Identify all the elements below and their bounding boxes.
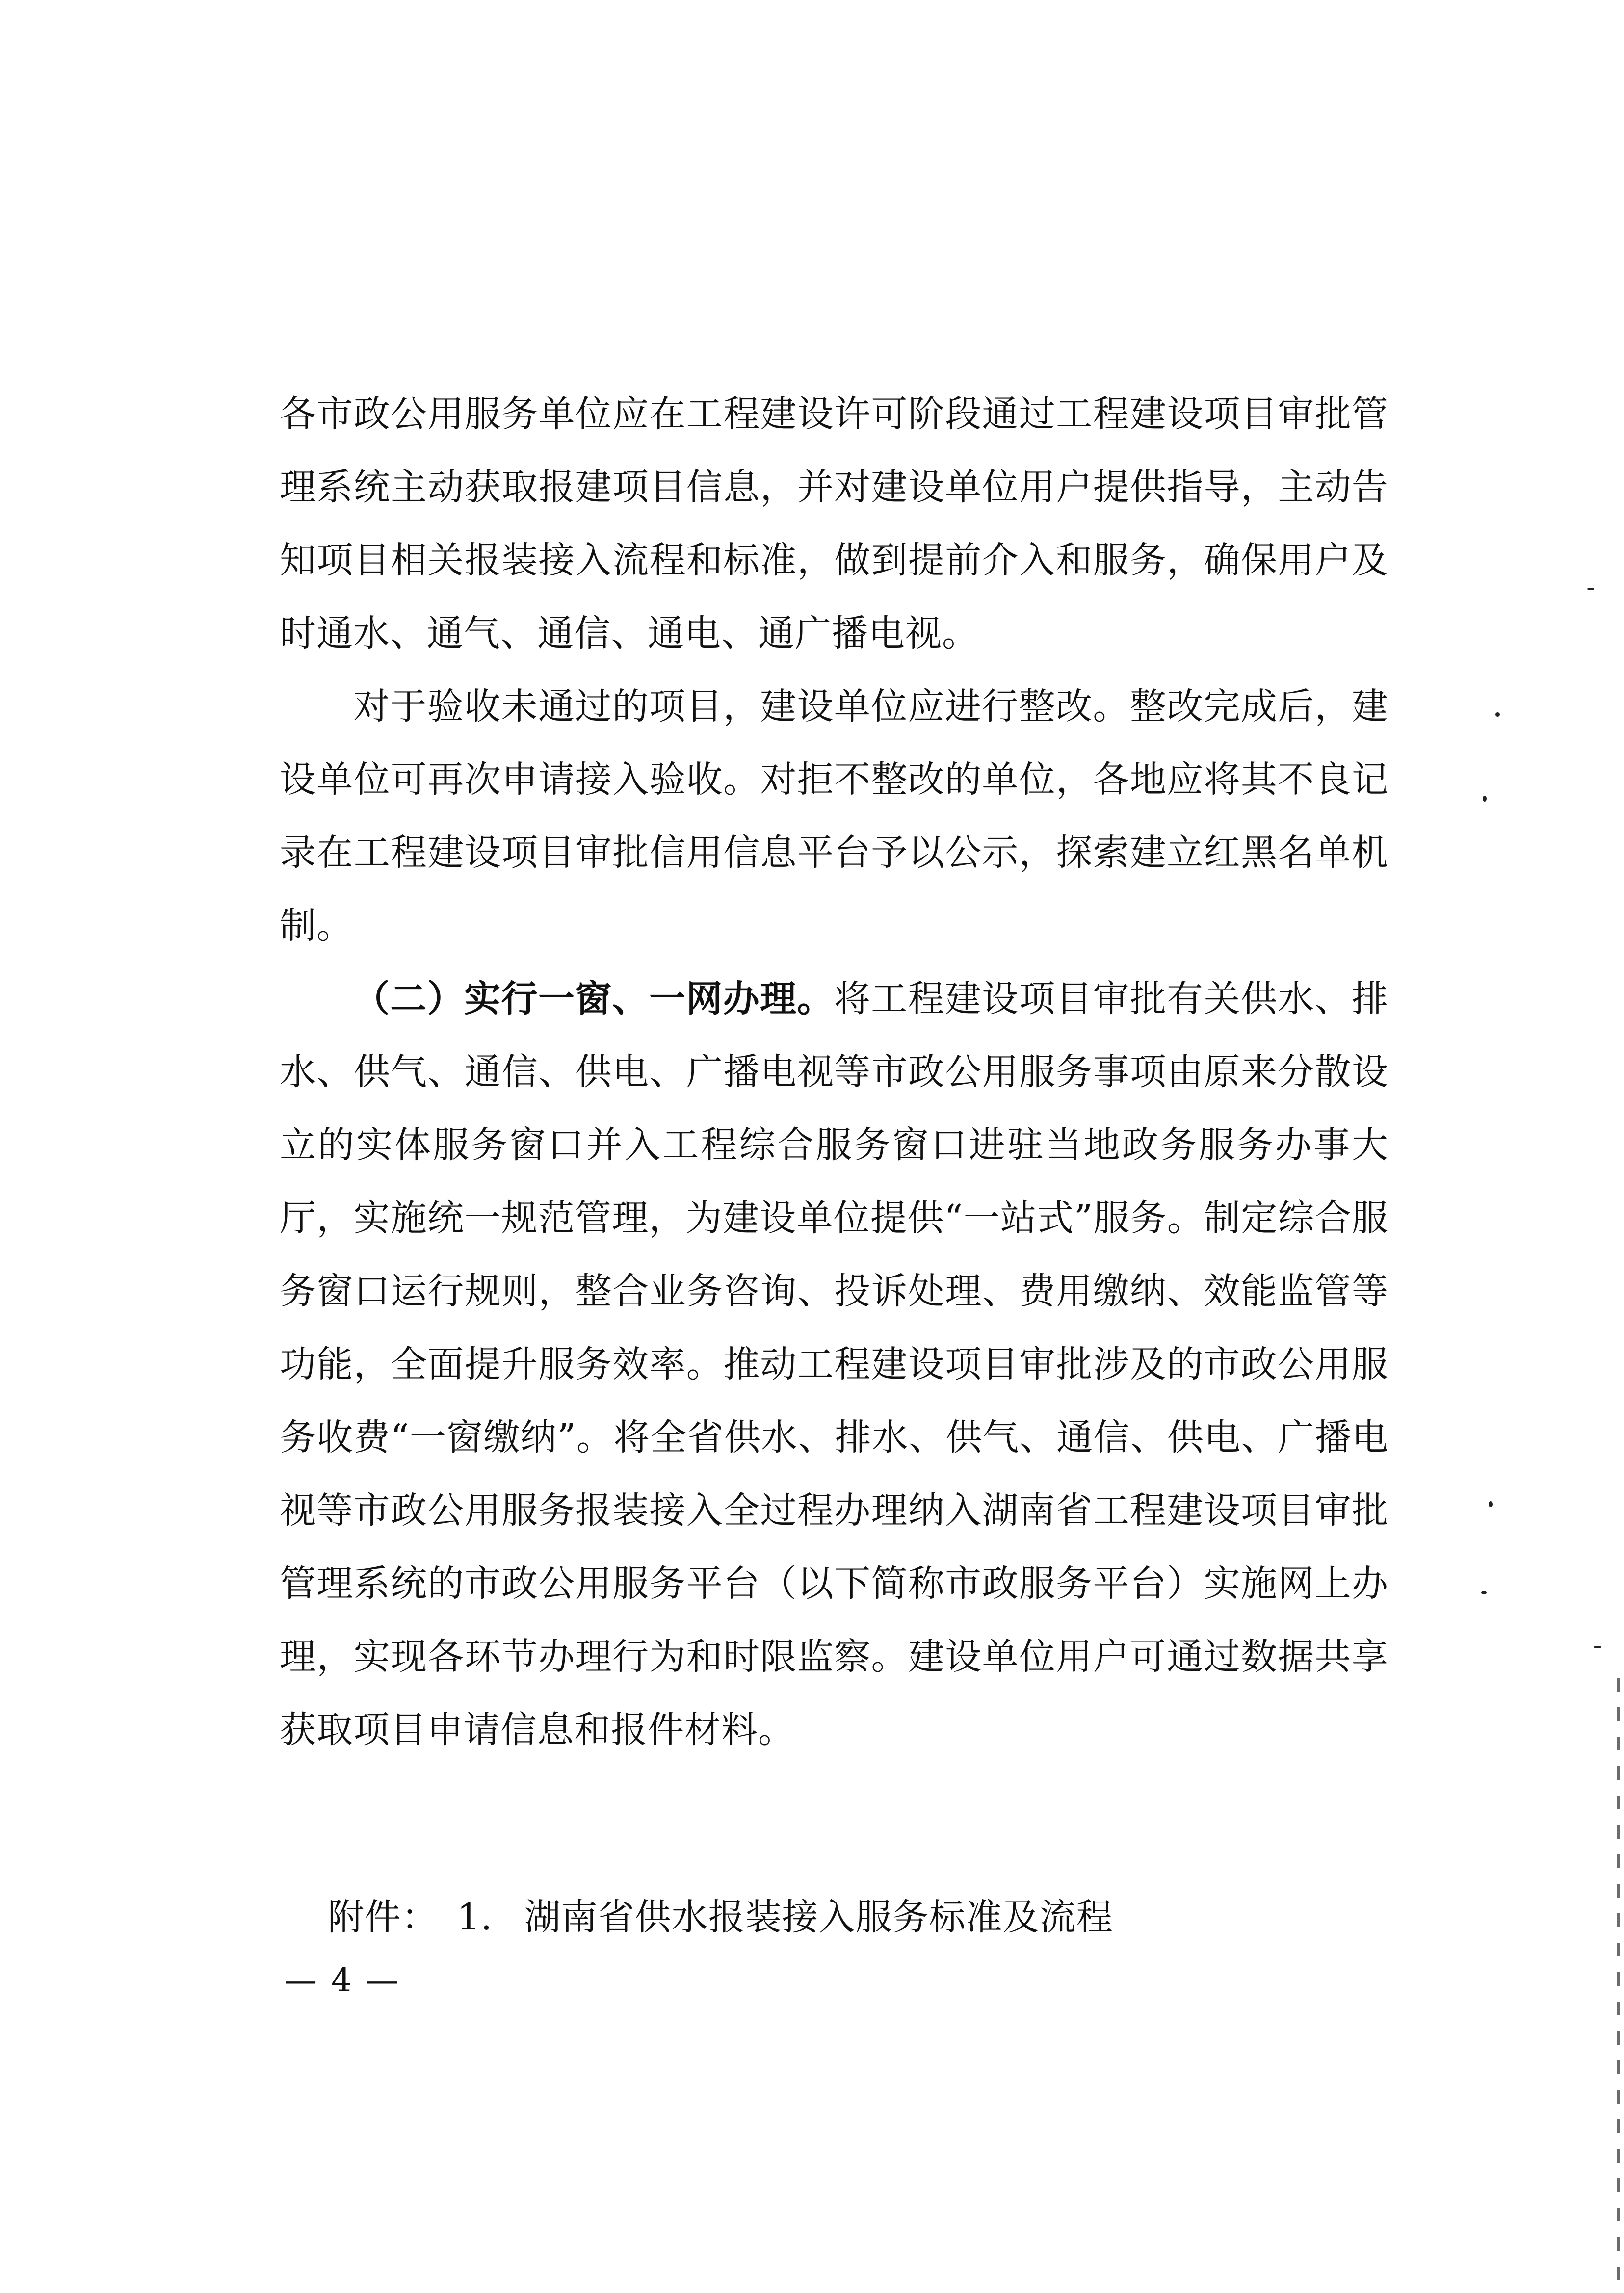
paragraph-1: 各市政公用服务单位应在工程建设许可阶段通过工程建设项目审批管理系统主动获取报建项目信息，并对建设单位用户提供指导，主动告知项目相关报装接入流程和标准，做到提前介入和服务，确保用户及时通水、通气、通信、通电、通广播电视。 <box>280 393 1388 654</box>
section-2-paragraph <box>280 963 1388 1767</box>
paragraph-2: 对于验收未通过的项目，建设单位应进行整改。整改完成后，建设单位可再次申请接入验收。对拒不整改的单位，各地应将其不良记录在工程建设项目审批信用信息平台予以公示，探索建立红黑名单机制。 <box>280 685 1388 947</box>
section-heading: （二）实行一窗、一网办理。 <box>353 978 834 1020</box>
attachment-title: 湖南省供水报装接入服务标准及流程 <box>524 1896 1113 1938</box>
scan-edge-artifact <box>1617 1678 1620 2291</box>
attachment-label: 附件： <box>328 1896 438 1938</box>
scan-speck <box>1483 796 1487 802</box>
scan-speck <box>1495 712 1500 717</box>
scan-speck <box>1489 1501 1493 1507</box>
scan-speck <box>1587 588 1594 590</box>
scan-speck <box>1594 1646 1601 1648</box>
attachment-line <box>328 1893 1113 1942</box>
scan-speck <box>1481 1591 1487 1594</box>
section-body: 将工程建设项目审批有关供水、排水、供气、通信、供电、广播电视等市政公用服务事项由原来分散设立的实体服务窗口并入工程综合服务窗口进驻当地政务服务办事大厅，实施统一规范管理，为建设单位提供“一站式”服务。制定综合服务窗口运行规则，整合业务咨询、投诉处理、费用缴纳、效能监管等功能，全面提升服务效率。推动工程建设项目审批涉及的市政公用服务收费“一窗缴纳”。将全省供水、排水、供气、通信、供电、广播电视等市政公用服务报装接入全过程办理纳入湖南省工程建设项目审批管理系统的市政公用服务平台（以下简称市政服务平台）实施网上办理，实现各环节办理行为和时限监察。建设单位用户可通过数据共享获取项目申请信息和报件材料。 <box>280 978 1389 1751</box>
attachment-number: 1. <box>457 1896 493 1938</box>
page-number: — 4 — <box>285 1961 400 1999</box>
